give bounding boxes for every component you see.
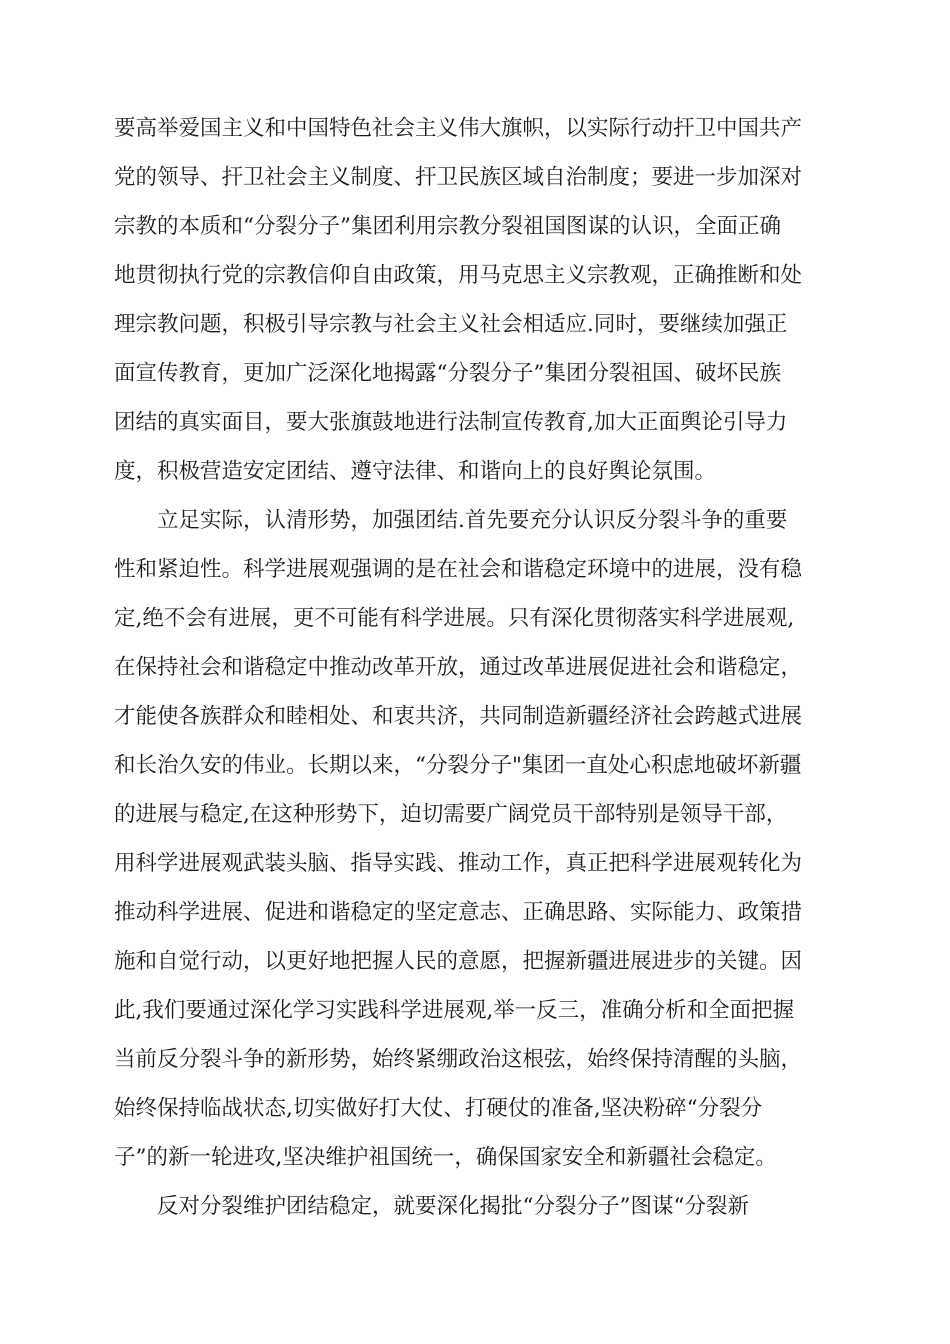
text-line: 团结的真实面目，要大张旗鼓地进行法制宣传教育,加大正面舆论引导力 — [114, 410, 788, 435]
text-line: 此,我们要通过深化学习实践科学进展观,举一反三，准确分析和全面把握 — [114, 998, 795, 1023]
text-line: 理宗教问题，积极引导宗教与社会主义社会相适应.同时，要继续加强正 — [114, 312, 788, 337]
text-line: 度，积极营造安定团结、遵守法律、和谐向上的良好舆论氛围。 — [114, 459, 717, 484]
text-line: 面宣传教育，更加广泛深化地揭露“分裂分子”集团分裂祖国、破坏民族 — [114, 361, 781, 386]
text-line: 定,绝不会有进展，更不可能有科学进展。只有深化贯彻落实科学进展观, — [114, 606, 795, 631]
text-line: 用科学进展观武装头脑、指导实践、推动工作，真正把科学进展观转化为 — [114, 851, 803, 876]
text-line: 性和紧迫性。科学进展观强调的是在社会和谐稳定环境中的进展，没有稳 — [114, 557, 803, 582]
text-line: 始终保持临战状态,切实做好打大仗、打硬仗的准备,坚决粉碎“分裂分 — [114, 1096, 763, 1121]
text-line: 推动科学进展、促进和谐稳定的坚定意志、正确思路、实际能力、政策措 — [114, 900, 803, 925]
text-line: 在保持社会和谐稳定中推动改革开放，通过改革进展促进社会和谐稳定， — [114, 655, 803, 680]
paragraph — [114, 496, 844, 1182]
text-line: 和长治久安的伟业。长期以来，“分裂分子"集团一直处心积虑地破坏新疆 — [114, 753, 802, 778]
text-line: 反对分裂维护团结稳定，就要深化揭批“分裂分子”图谋“分裂新 — [157, 1194, 749, 1219]
text-line: 施和自觉行动，以更好地把握人民的意愿，把握新疆进展进步的关键。因 — [114, 949, 803, 974]
text-line: 党的领导、扞卫社会主义制度、扞卫民族区域自治制度；要进一步加深对 — [114, 165, 803, 190]
text-line: 要高举爱国主义和中国特色社会主义伟大旗帜，以实际行动扞卫中国共产 — [114, 116, 803, 141]
text-line: 当前反分裂斗争的新形势，始终紧绷政治这根弦，始终保持清醒的头脑， — [114, 1047, 803, 1072]
text-line: 宗教的本质和“分裂分子”集团利用宗教分裂祖国图谋的认识，全面正确 — [114, 214, 781, 239]
paragraph — [114, 104, 844, 496]
text-line: 的进展与稳定,在这种形势下，迫切需要广阔党员干部特别是领导干部， — [114, 802, 788, 827]
text-line: 地贯彻执行党的宗教信仰自由政策，用马克思主义宗教观，正确推断和处 — [114, 263, 803, 288]
body-text — [114, 104, 844, 1231]
text-line: 子”的新一轮进攻,坚决维护祖国统一，确保国家安全和新疆社会稳定。 — [114, 1145, 777, 1170]
text-line: 立足实际，认清形势，加强团结.首先要充分认识反分裂斗争的重要 — [157, 508, 788, 533]
text-line: 才能使各族群众和睦相处、和衷共济，共同制造新疆经济社会跨越式进展 — [114, 704, 803, 729]
paragraph — [114, 1182, 844, 1231]
